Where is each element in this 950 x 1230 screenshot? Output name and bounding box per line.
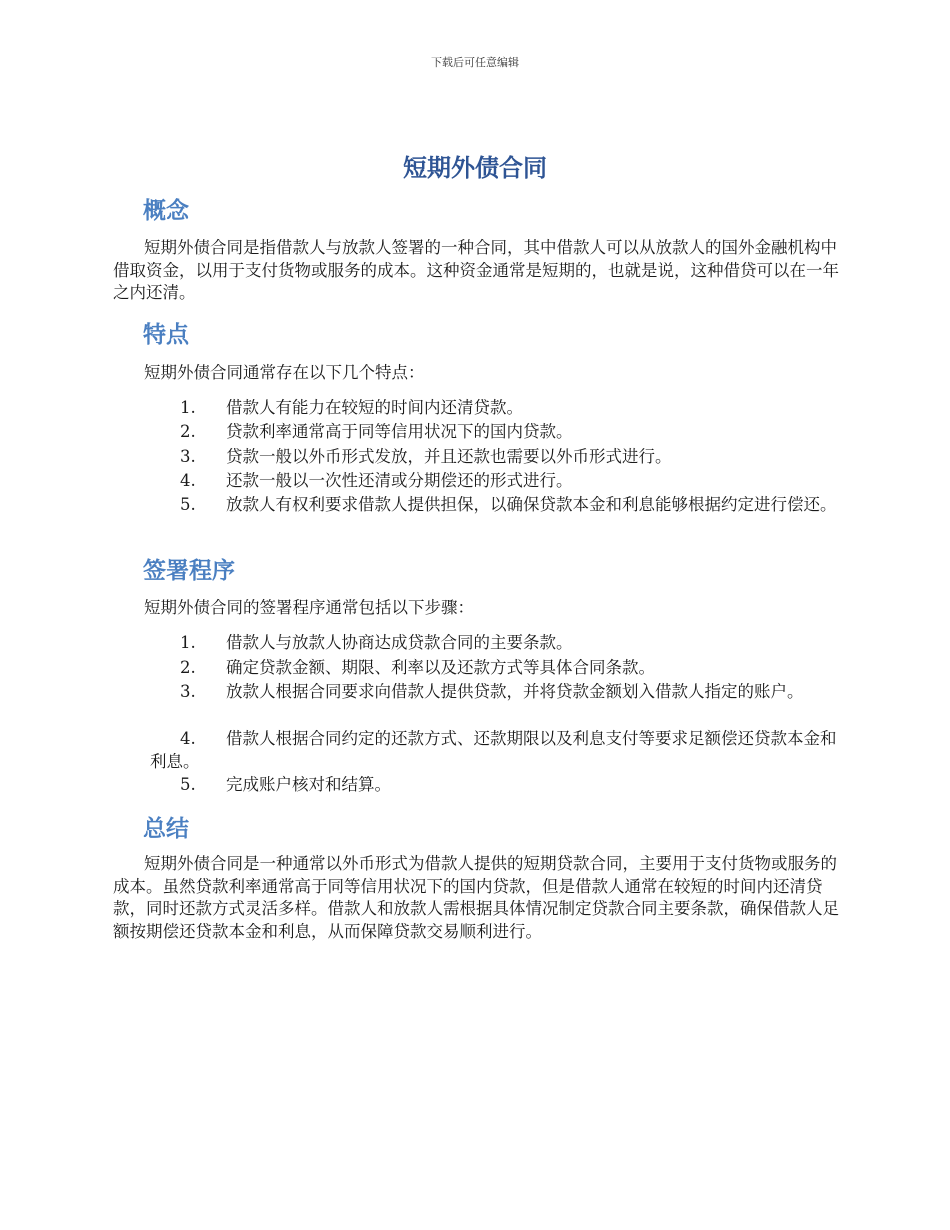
list-text: 贷款利率通常高于同等信用状况下的国内贷款。 xyxy=(226,422,573,441)
list-number: 1. xyxy=(180,633,196,652)
section-heading-features: 特点 xyxy=(143,322,189,348)
list-text: 确定贷款金额、期限、利率以及还款方式等具体合同条款。 xyxy=(226,658,655,677)
list-text: 借款人有能力在较短的时间内还清贷款。 xyxy=(226,398,523,417)
features-list-item xyxy=(150,494,840,517)
list-number: 5. xyxy=(180,775,196,794)
features-list-item xyxy=(150,421,840,444)
procedure-list-item xyxy=(150,728,840,773)
list-text: 放款人有权利要求借款人提供担保，以确保贷款本金和利息能够根据约定进行偿还。 xyxy=(226,495,837,514)
concept-paragraph: 短期外债合同是指借款人与放款人签署的一种合同，其中借款人可以从放款人的国外金融机构中借取资金，以用于支付货物或服务的成本。这种资金通常是短期的，也就是说，这种借贷可以在一年之内还清。 xyxy=(113,238,839,302)
list-number: 1. xyxy=(180,398,196,417)
summary-paragraph: 短期外债合同是一种通常以外币形式为借款人提供的短期贷款合同，主要用于支付货物或服务的成本。虽然贷款利率通常高于同等信用状况下的国内贷款，但是借款人通常在较短的时间内还清贷款，同时还款方式灵活多样。借款人和放款人需根据具体情况制定贷款合同主要条款，确保借款人足额按期偿还贷款本金和利息，从而保障贷款交易顺利进行。 xyxy=(113,854,839,941)
procedure-list-item xyxy=(150,632,840,655)
list-number: 3. xyxy=(180,447,196,466)
features-list-item xyxy=(150,470,840,493)
list-number: 5. xyxy=(180,495,196,514)
page-header-note: 下载后可任意编辑 xyxy=(431,56,519,69)
section-heading-signing-procedure: 签署程序 xyxy=(143,558,235,584)
list-number: 3. xyxy=(180,682,196,701)
list-text: 借款人与放款人协商达成贷款合同的主要条款。 xyxy=(226,633,573,652)
features-intro: 短期外债合同通常存在以下几个特点： xyxy=(144,363,425,382)
procedure-list-item xyxy=(150,681,840,704)
list-text: 完成账户核对和结算。 xyxy=(226,775,391,794)
document-title: 短期外债合同 xyxy=(403,154,547,182)
procedure-list-item xyxy=(150,774,840,797)
list-text: 放款人根据合同要求向借款人提供贷款，并将贷款金额划入借款人指定的账户。 xyxy=(226,682,804,701)
list-text: 贷款一般以外币形式发放，并且还款也需要以外币形式进行。 xyxy=(226,447,672,466)
list-number: 4. xyxy=(180,729,196,748)
list-text: 借款人根据合同约定的还款方式、还款期限以及利息支付等要求足额偿还贷款本金和利息。 xyxy=(150,729,837,771)
section-heading-summary: 总结 xyxy=(143,816,189,842)
features-list-item xyxy=(150,446,840,469)
features-list-item xyxy=(150,397,840,420)
list-number: 2. xyxy=(180,658,196,677)
procedure-intro: 短期外债合同的签署程序通常包括以下步骤： xyxy=(144,598,474,617)
list-number: 4. xyxy=(180,471,196,490)
list-number: 2. xyxy=(180,422,196,441)
list-text: 还款一般以一次性还清或分期偿还的形式进行。 xyxy=(226,471,573,490)
section-heading-concept: 概念 xyxy=(143,198,189,224)
procedure-list-item xyxy=(150,657,840,680)
